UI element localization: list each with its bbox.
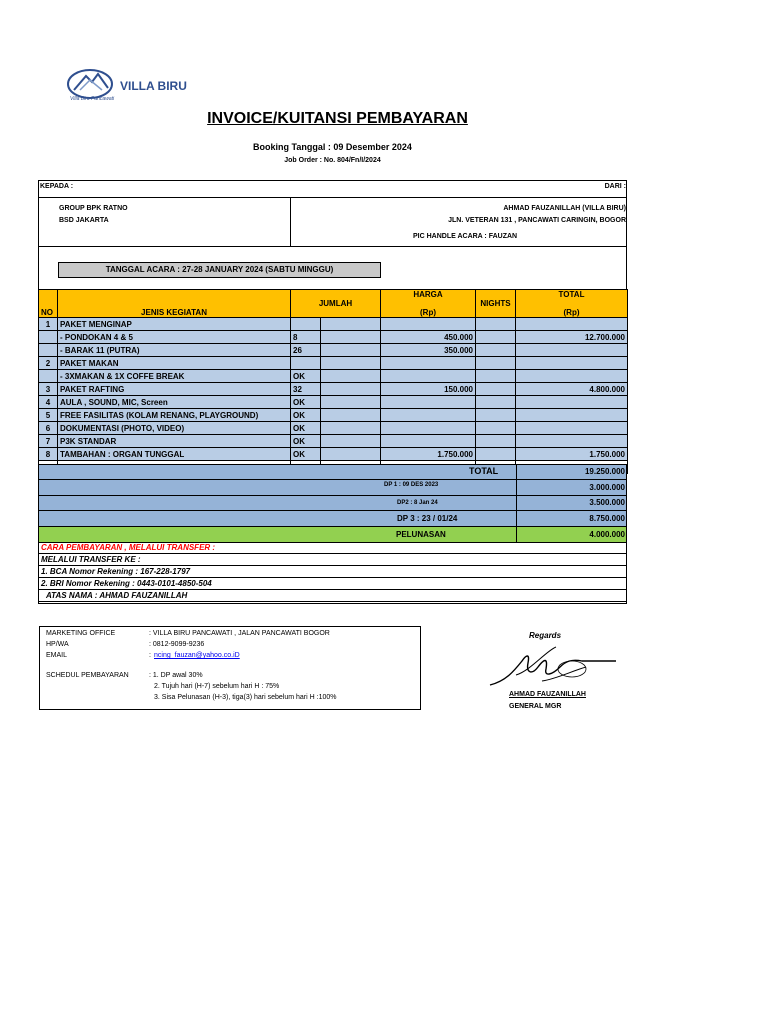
dp1-row bbox=[38, 479, 627, 496]
row-nights bbox=[476, 448, 516, 461]
header-harga: HARGA (Rp) bbox=[381, 290, 476, 318]
marketing-office-label: MARKETING OFFICE bbox=[46, 630, 116, 637]
table-row bbox=[39, 409, 628, 422]
row-nights bbox=[476, 370, 516, 383]
row-qty: 26 bbox=[291, 344, 321, 357]
row-spacer bbox=[321, 331, 381, 344]
dp3-label: DP 3 : 23 / 01/24 bbox=[397, 514, 458, 523]
table-row bbox=[39, 370, 628, 383]
payment-method: CARA PEMBAYARAN , MELALUI TRANSFER : bbox=[38, 542, 627, 554]
row-item: FREE FASILITAS (KOLAM RENANG, PLAYGROUND) bbox=[58, 409, 291, 422]
hp-value: : 0812-9099-9236 bbox=[149, 641, 205, 648]
sender-address: JLN. VETERAN 131 , PANCAWATI CARINGIN, BOGOR bbox=[448, 217, 626, 224]
total-label: TOTAL bbox=[469, 466, 499, 476]
header-no: NO bbox=[39, 290, 58, 318]
row-total bbox=[516, 344, 628, 357]
row-spacer bbox=[321, 409, 381, 422]
row-spacer bbox=[321, 396, 381, 409]
schedule-item-2: 2. Tujuh hari (H-7) sebelum hari H : 75% bbox=[154, 683, 280, 690]
kepada-label: KEPADA : bbox=[40, 183, 74, 190]
row-qty bbox=[291, 318, 321, 331]
row-qty bbox=[291, 357, 321, 370]
hp-label: HP/WA bbox=[46, 641, 69, 648]
row-item: - PONDOKAN 4 & 5 bbox=[58, 331, 291, 344]
row-harga: 1.750.000 bbox=[381, 448, 476, 461]
dp1-label: DP 1 : 09 DES 2023 bbox=[384, 482, 439, 488]
table-row bbox=[39, 344, 628, 357]
row-spacer bbox=[321, 422, 381, 435]
row-item: DOKUMENTASI (PHOTO, VIDEO) bbox=[58, 422, 291, 435]
customer-location: BSD JAKARTA bbox=[59, 217, 109, 224]
dp2-value: 3.500.000 bbox=[516, 496, 627, 510]
customer-name: GROUP BPK RATNO bbox=[59, 205, 128, 212]
header-jenis: JENIS KEGIATAN bbox=[58, 290, 291, 318]
row-harga bbox=[381, 409, 476, 422]
email-label: EMAIL bbox=[46, 652, 68, 659]
table-row bbox=[39, 448, 628, 461]
email-link[interactable]: ncing_fauzan@yahoo.co.iD bbox=[154, 652, 240, 659]
header-nights: NIGHTS bbox=[476, 290, 516, 318]
table-header-row bbox=[39, 290, 628, 318]
row-qty: OK bbox=[291, 370, 321, 383]
row-no: 3 bbox=[39, 383, 58, 396]
row-spacer bbox=[321, 448, 381, 461]
row-total: 1.750.000 bbox=[516, 448, 628, 461]
row-spacer bbox=[321, 357, 381, 370]
row-no: 5 bbox=[39, 409, 58, 422]
row-spacer bbox=[321, 383, 381, 396]
row-nights bbox=[476, 383, 516, 396]
row-no: 7 bbox=[39, 435, 58, 448]
row-qty: OK bbox=[291, 396, 321, 409]
row-spacer bbox=[321, 344, 381, 357]
row-no: 1 bbox=[39, 318, 58, 331]
row-no bbox=[39, 344, 58, 357]
row-no: 8 bbox=[39, 448, 58, 461]
dari-label: DARI : bbox=[604, 183, 626, 190]
row-item: AULA , SOUND, MIC, Screen bbox=[58, 396, 291, 409]
total-value: 19.250.000 bbox=[516, 465, 627, 479]
dp2-row bbox=[38, 495, 627, 511]
sender-name: AHMAD FAUZANILLAH (VILLA BIRU) bbox=[503, 205, 626, 212]
row-total bbox=[516, 409, 628, 422]
invoice-title: INVOICE/KUITANSI PEMBAYARAN bbox=[207, 110, 468, 127]
row-qty: OK bbox=[291, 409, 321, 422]
row-spacer bbox=[321, 318, 381, 331]
row-item: - BARAK 11 (PUTRA) bbox=[58, 344, 291, 357]
schedule-item-1: : 1. DP awal 30% bbox=[149, 672, 203, 679]
row-qty: OK bbox=[291, 422, 321, 435]
row-total bbox=[516, 370, 628, 383]
signatory-name: AHMAD FAUZANILLAH bbox=[509, 691, 586, 698]
row-nights bbox=[476, 357, 516, 370]
mountain-logo-icon bbox=[62, 64, 122, 100]
row-qty: 8 bbox=[291, 331, 321, 344]
table-row bbox=[39, 435, 628, 448]
table-row bbox=[39, 383, 628, 396]
row-harga: 450.000 bbox=[381, 331, 476, 344]
row-harga bbox=[381, 370, 476, 383]
table-row bbox=[39, 318, 628, 331]
row-nights bbox=[476, 435, 516, 448]
transfer-label: MELALUI TRANSFER KE : bbox=[38, 554, 627, 566]
pelunasan-row bbox=[38, 526, 627, 543]
row-nights bbox=[476, 396, 516, 409]
dp1-value: 3.000.000 bbox=[516, 480, 627, 495]
signatory-title: GENERAL MGR bbox=[509, 703, 562, 710]
table-row bbox=[39, 331, 628, 344]
account-name: ATAS NAMA : AHMAD FAUZANILLAH bbox=[38, 590, 627, 602]
job-order: Job Order : No. 804/Fn/I/2024 bbox=[284, 157, 381, 164]
row-harga bbox=[381, 318, 476, 331]
email-separator: : bbox=[149, 652, 151, 659]
signature-image bbox=[486, 641, 622, 691]
schedule-label: SCHEDUL PEMBAYARAN bbox=[46, 672, 129, 679]
table-row bbox=[39, 396, 628, 409]
row-no: 2 bbox=[39, 357, 58, 370]
pelunasan-label: PELUNASAN bbox=[396, 530, 446, 539]
bri-account: 2. BRI Nomor Rekening : 0443-0101-4850-504 bbox=[38, 578, 627, 590]
row-harga bbox=[381, 435, 476, 448]
pic-handle: PIC HANDLE ACARA : FAUZAN bbox=[413, 233, 518, 240]
row-item: - 3XMAKAN & 1X COFFE BREAK bbox=[58, 370, 291, 383]
row-harga bbox=[381, 422, 476, 435]
divider bbox=[290, 197, 291, 246]
row-total bbox=[516, 318, 628, 331]
logo-subtitle: Villa Biru Pancawati bbox=[70, 96, 115, 102]
total-row bbox=[38, 464, 627, 480]
divider bbox=[38, 197, 627, 198]
logo-text: VILLA BIRU bbox=[120, 79, 187, 93]
row-spacer bbox=[321, 370, 381, 383]
row-nights bbox=[476, 422, 516, 435]
row-nights bbox=[476, 344, 516, 357]
row-harga: 350.000 bbox=[381, 344, 476, 357]
row-total bbox=[516, 357, 628, 370]
row-item: P3K STANDAR bbox=[58, 435, 291, 448]
row-qty: 32 bbox=[291, 383, 321, 396]
row-harga bbox=[381, 396, 476, 409]
row-total bbox=[516, 422, 628, 435]
row-no bbox=[39, 331, 58, 344]
row-qty: OK bbox=[291, 435, 321, 448]
dp2-label: DP2 : 8 Jan 24 bbox=[397, 500, 438, 506]
row-nights bbox=[476, 409, 516, 422]
row-qty: OK bbox=[291, 448, 321, 461]
table-row bbox=[39, 422, 628, 435]
row-nights bbox=[476, 331, 516, 344]
dp3-row bbox=[38, 510, 627, 527]
header-jumlah: JUMLAH bbox=[291, 290, 381, 318]
row-total: 12.700.000 bbox=[516, 331, 628, 344]
dp3-value: 8.750.000 bbox=[516, 511, 627, 526]
row-item: PAKET MAKAN bbox=[58, 357, 291, 370]
row-total bbox=[516, 396, 628, 409]
divider bbox=[38, 246, 627, 247]
row-harga: 150.000 bbox=[381, 383, 476, 396]
booking-date: Booking Tanggal : 09 Desember 2024 bbox=[253, 142, 412, 152]
marketing-office-value: : VILLA BIRU PANCAWATI , JALAN PANCAWATI BOGOR bbox=[149, 630, 330, 637]
items-table bbox=[38, 289, 628, 474]
row-harga bbox=[381, 357, 476, 370]
row-item: PAKET RAFTING bbox=[58, 383, 291, 396]
row-total: 4.800.000 bbox=[516, 383, 628, 396]
header-total: TOTAL (Rp) bbox=[516, 290, 628, 318]
pelunasan-value: 4.000.000 bbox=[516, 527, 627, 542]
schedule-item-3: 3. Sisa Pelunasan (H-3), tiga(3) hari sebelum hari H :100% bbox=[154, 694, 337, 701]
row-no bbox=[39, 370, 58, 383]
row-item: PAKET MENGINAP bbox=[58, 318, 291, 331]
bca-account: 1. BCA Nomor Rekening : 167-228-1797 bbox=[38, 566, 627, 578]
row-total bbox=[516, 435, 628, 448]
event-date-box: TANGGAL ACARA : 27-28 JANUARY 2024 (SABTU MINGGU) bbox=[58, 262, 381, 278]
row-no: 4 bbox=[39, 396, 58, 409]
regards-text: Regards bbox=[529, 631, 562, 640]
row-item: TAMBAHAN : ORGAN TUNGGAL bbox=[58, 448, 291, 461]
table-row bbox=[39, 357, 628, 370]
row-spacer bbox=[321, 435, 381, 448]
row-no: 6 bbox=[39, 422, 58, 435]
row-nights bbox=[476, 318, 516, 331]
